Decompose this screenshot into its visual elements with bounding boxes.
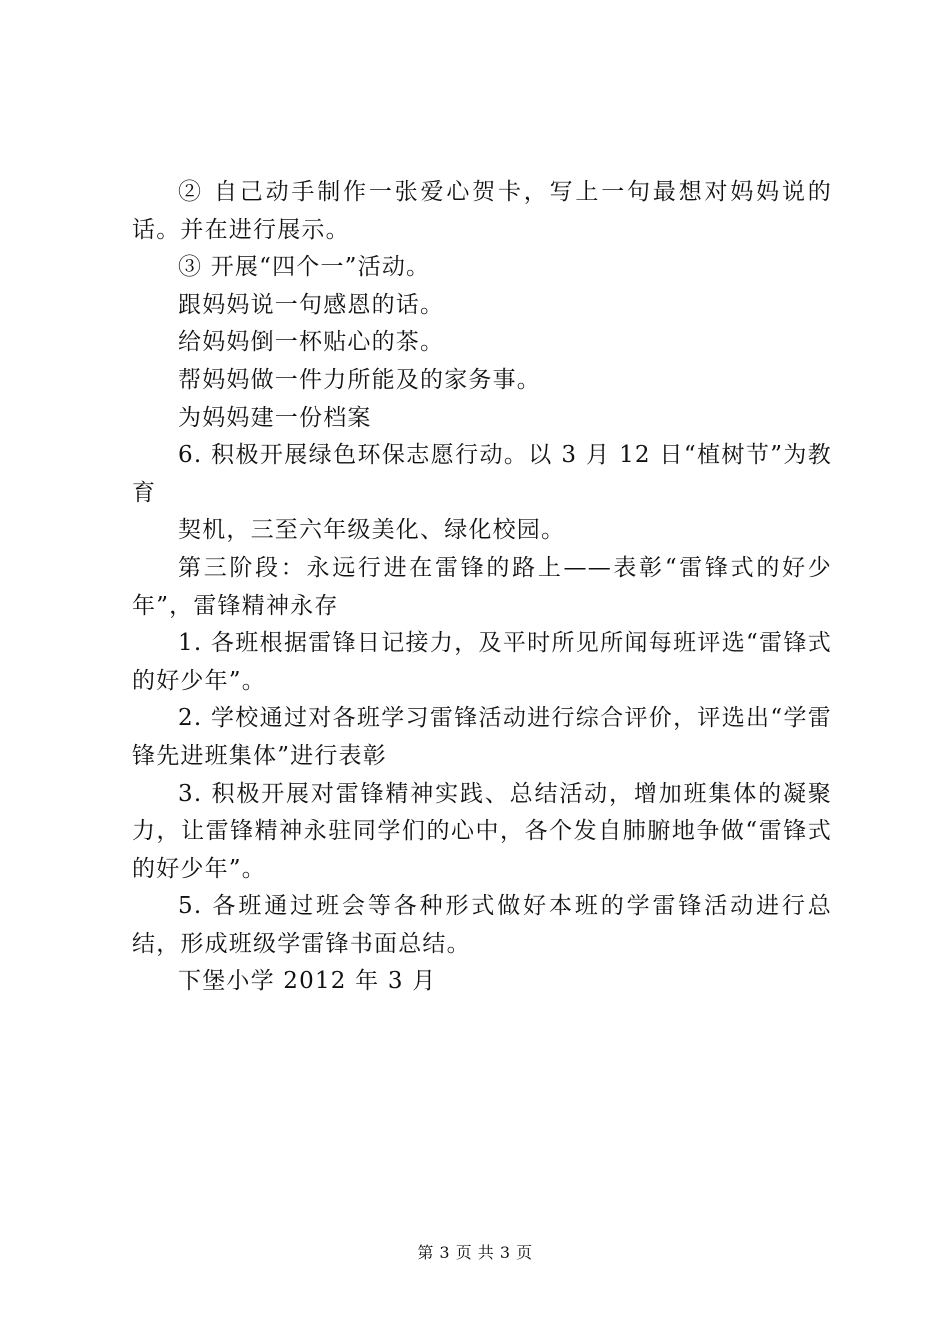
paragraph-item-5: 5. 各班通过班会等各种形式做好本班的学雷锋活动进行总结，形成班级学雷锋书面总结。 [132, 893, 832, 957]
document-body [132, 174, 832, 1001]
paragraph-housework: 帮妈妈做一件力所能及的家务事。 [178, 366, 541, 393]
paragraph-stage-three-heading: 第三阶段：永远行进在雷锋的路上——表彰“雷锋式的好少年”，雷锋精神永存 [132, 554, 832, 619]
paragraph-item-2: 2. 学校通过对各班学习雷锋活动进行综合评价，评选出“学雷锋先进班集体”进行表彰 [132, 705, 832, 769]
paragraph-item-1: 1. 各班根据雷锋日记接力，及平时所见所闻每班评选“雷锋式的好少年”。 [132, 630, 832, 694]
paragraph-greeting-card: ② 自己动手制作一张爱心贺卡，写上一句最想对妈妈说的话。并在进行展示。 [132, 179, 832, 243]
paragraph-signature: 下堡小学 2012 年 3 月 [178, 968, 437, 995]
paragraph-item-3: 3. 积极开展对雷锋精神实践、总结活动，增加班集体的凝聚力，让雷锋精神永驻同学们的心中，各个发自肺腑地争做“雷锋式的好少年”。 [132, 780, 832, 882]
paragraph-item-6-continued: 契机，三至六年级美化、绿化校园。 [178, 517, 566, 544]
paragraph-say-thanks: 跟妈妈说一句感恩的话。 [178, 291, 445, 318]
page-number-footer: 第 3 页 共 3 页 [417, 1243, 533, 1262]
paragraph-item-6: 6. 积极开展绿色环保志愿行动。以 3 月 12 日“植树节”为教育 [132, 442, 832, 506]
paragraph-four-ones: ③ 开展“四个一”活动。 [178, 254, 431, 281]
paragraph-pour-tea: 给妈妈倒一杯贴心的茶。 [178, 329, 445, 356]
paragraph-archive: 为妈妈建一份档案 [178, 404, 372, 431]
